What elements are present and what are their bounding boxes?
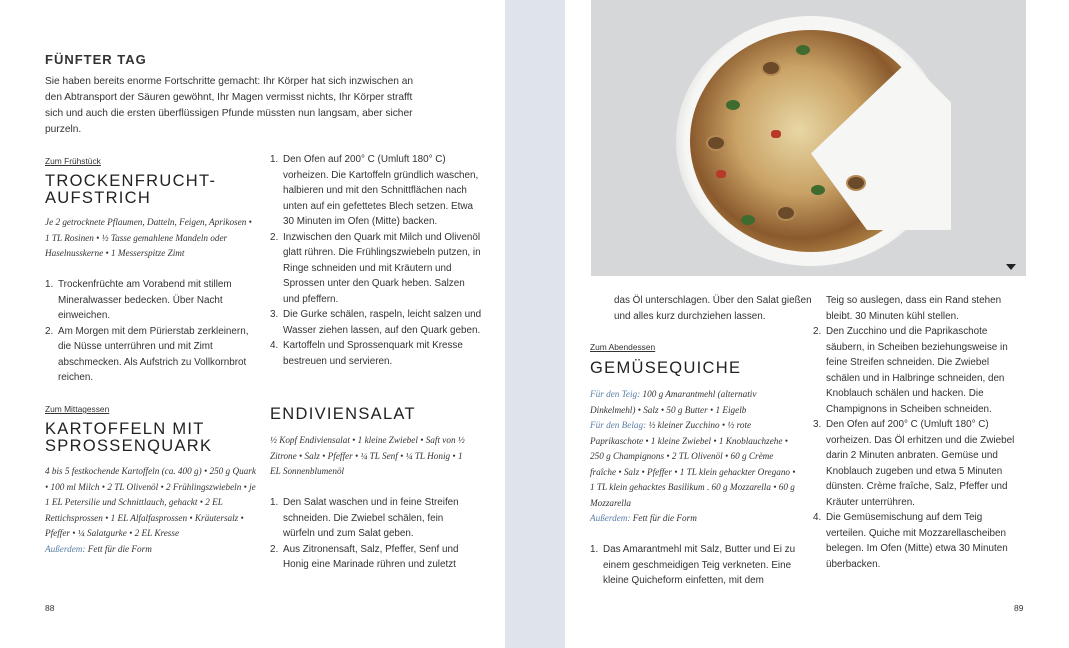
step-item	[45, 277, 255, 324]
quiche-photo	[591, 0, 1026, 276]
step-item	[270, 542, 475, 573]
right-page	[565, 0, 1069, 648]
tomato-piece	[716, 170, 726, 178]
day-heading: FÜNFTER TAG	[45, 52, 147, 67]
dinner-step-1-continued: Teig so auslegen, dass ein Rand stehen bleibt. 30 Minuten kühl stellen.	[826, 295, 1002, 322]
lunch-ingredients	[45, 464, 257, 557]
dinner-step-1	[590, 542, 800, 589]
breakfast-recipe-title: TROCKENFRUCHT-AUFSTRICH	[45, 172, 217, 207]
step-text: Trockenfrüchte am Vorabend mit stillem Mineralwasser bedecken. Über Nacht einweichen.	[58, 279, 232, 321]
step-text: Aus Zitronensaft, Salz, Pfeffer, Senf und Honig eine Marinade rühren und zuletzt	[283, 543, 459, 570]
lunch-steps	[270, 152, 482, 369]
step-item	[813, 324, 1025, 417]
lunch-ingredients-text: 4 bis 5 festkochende Kartoffeln (ca. 400 g) • 250 g Quark • 100 ml Milch • 2 TL Olivenöl • 2 Frühlingszwiebeln • je 1 EL Petersilie und Schnittlauch, gehackt • 2 EL Rettichsprossen • 1 EL Alfalfasprossen • Kräutersalz • Pfeffer • ¼ Salatgurke • 2 EL Kresse	[45, 466, 256, 538]
step-text: Kartoffeln und Sprossenquark mit Kresse bestreuen und servieren.	[283, 340, 463, 367]
page-number-right: 89	[1014, 603, 1024, 613]
step-number: 1.	[45, 279, 54, 290]
step-text: Inzwischen den Quark mit Milch und Olivenöl glatt rühren. Die Frühlingszwiebeln putzen, in Ringe schneiden und mit Kräutern und Sprossen unter den Quark heben. Salzen und pfeffern.	[283, 231, 481, 305]
dinner-steps	[813, 324, 1025, 572]
dinner-ingredients	[590, 387, 800, 527]
salad-ingredients: ½ Kopf Endiviensalat • 1 kleine Zwiebel • Saft von ½ Zitrone • Salz • Pfeffer • ¼ TL Senf • ¼ TL Honig • 1 EL Sonnenblumenöl	[270, 435, 465, 476]
salad-step-continued: das Öl unterschlagen. Über den Salat gießen und alles kurz durchziehen lassen.	[614, 295, 812, 322]
step-number: 1.	[270, 497, 279, 508]
dinner-recipe-title: GEMÜSEQUICHE	[590, 359, 742, 377]
mushroom-slice	[776, 205, 796, 221]
step-text: Das Amarantmehl mit Salz, Butter und Ei zu einem geschmeidigen Teig verkneten. Eine kleine Quicheform einfetten, mit dem	[603, 544, 796, 586]
dinner-section-link[interactable]: Zum Abendessen	[590, 342, 656, 352]
herb-leaf	[811, 185, 825, 195]
breakfast-steps	[45, 277, 255, 386]
salad-recipe-title: ENDIVIENSALAT	[270, 405, 416, 423]
step-number: 2.	[45, 325, 54, 337]
step-number: 1.	[590, 544, 599, 555]
step-text: Den Zucchino und die Paprikaschote säubern, in Scheiben beziehungsweise in feine Streifen schneiden. Die Zwiebel schälen und in Halbringe schneiden, den Knoblauch schälen und hacken. Die Champignons in Scheiben schneiden.	[826, 326, 1008, 415]
herb-leaf	[741, 215, 755, 225]
page-number-left: 88	[45, 603, 55, 613]
step-item	[270, 230, 482, 308]
salad-steps	[270, 495, 475, 573]
dinner-extra-text: Fett für die Form	[630, 513, 697, 523]
step-number: 2.	[270, 543, 279, 555]
herb-leaf	[796, 45, 810, 55]
lunch-recipe-title: KARTOFFELN MIT SPROSSENQUARK	[45, 420, 213, 455]
step-number: 3.	[270, 309, 279, 320]
dinner-step	[590, 542, 800, 589]
lunch-extra-label: Außerdem:	[45, 543, 86, 554]
step-text: Die Gurke schälen, raspeln, leicht salzen und Wasser ziehen lassen, auf den Quark geben.	[283, 309, 482, 336]
step-number: 2.	[813, 326, 822, 337]
step-text: Die Gemüsemischung auf dem Teig verteilen. Quiche mit Mozzarellascheiben belegen. Im Ofen (Mitte) etwa 30 Minuten überbacken.	[826, 512, 1008, 570]
topping-label: Für den Belag:	[590, 420, 647, 430]
lunch-section-link[interactable]: Zum Mittagessen	[45, 404, 110, 414]
step-item	[45, 324, 255, 386]
lunch-extra-text: Fett für die Form	[85, 543, 152, 554]
dough-label: Für den Teig:	[590, 389, 641, 399]
tomato-piece	[771, 130, 781, 138]
step-number: 2.	[270, 231, 279, 243]
step-text: Den Ofen auf 200° C (Umluft 180° C) vorheizen. Das Öl erhitzen und die Zwiebel darin 2 Minuten anbraten. Gemüse und Knoblauch zugeben und etwa 5 Minuten dünsten. Crème fraîche, Salz, Pfeffer und Kräuter unterrühren.	[826, 419, 1015, 508]
step-item	[270, 307, 482, 338]
step-item	[813, 417, 1025, 510]
step-text: Den Ofen auf 200° C (Umluft 180° C) vorheizen. Die Kartoffeln gründlich waschen, halbieren und mit den Schnittflächen nach unten auf ein gefettetes Blech setzen. Etwa 30 Minuten im Ofen (Mitte) backen.	[283, 154, 479, 227]
step-item	[270, 495, 475, 542]
breakfast-section-link[interactable]: Zum Frühstück	[45, 156, 101, 166]
step-number: 1.	[270, 154, 279, 165]
topping-text: ½ kleiner Zucchino • ½ rote Paprikaschote • 1 kleine Zwiebel • 1 Knoblauchzehe • 250 g Champignons • 2 TL Olivenöl • 60 g Crème fraîche • Salz • Pfeffer • 1 TL klein gehackter Oregano • 1 TL klein gehacktes Basilikum . 60 g Mozzarella • 60 g Mozzarella	[590, 420, 796, 508]
step-item	[270, 338, 482, 369]
herb-leaf	[726, 100, 740, 110]
page-gutter	[505, 0, 565, 648]
intro-paragraph: Sie haben bereits enorme Fortschritte gemacht: Ihr Körper hat sich inzwischen an den Abtransport der Säuren gewöhnt, Ihr Magen vermisst nichts, Ihr Körper strafft sich und auch die ersten überflüssigen Pfunde müssten nun langsam, aber sicher purzeln.	[45, 76, 414, 135]
dough-text: 100 g Amarantmehl (alternativ Dinkelmehl) • Salz • 50 g Butter • 1 Eigelb	[590, 389, 757, 415]
step-number: 4.	[813, 512, 822, 523]
left-page	[0, 0, 505, 648]
breakfast-ingredients: Je 2 getrocknete Pflaumen, Datteln, Feigen, Aprikosen • 1 TL Rosinen • ½ Tasse gemahlene Mandeln oder Haselnusskerne • 1 Messerspitze Zimt	[45, 217, 252, 258]
mushroom-slice	[761, 60, 781, 76]
step-number: 3.	[813, 419, 822, 430]
mushroom-slice	[846, 175, 866, 191]
step-text: Den Salat waschen und in feine Streifen schneiden. Die Zwiebel schälen, fein würfeln und zum Salat geben.	[283, 497, 459, 539]
step-item	[270, 152, 482, 230]
mushroom-slice	[706, 135, 726, 151]
dinner-extra-label: Außerdem:	[590, 513, 631, 523]
step-text: Am Morgen mit dem Pürierstab zerkleinern, die Nüsse unterrühren und mit Zimt abschmecken. Als Aufstrich zu Vollkornbrot reichen.	[58, 325, 249, 383]
step-number: 4.	[270, 340, 279, 351]
step-item	[813, 510, 1025, 572]
triangle-down-icon[interactable]	[1006, 264, 1016, 270]
